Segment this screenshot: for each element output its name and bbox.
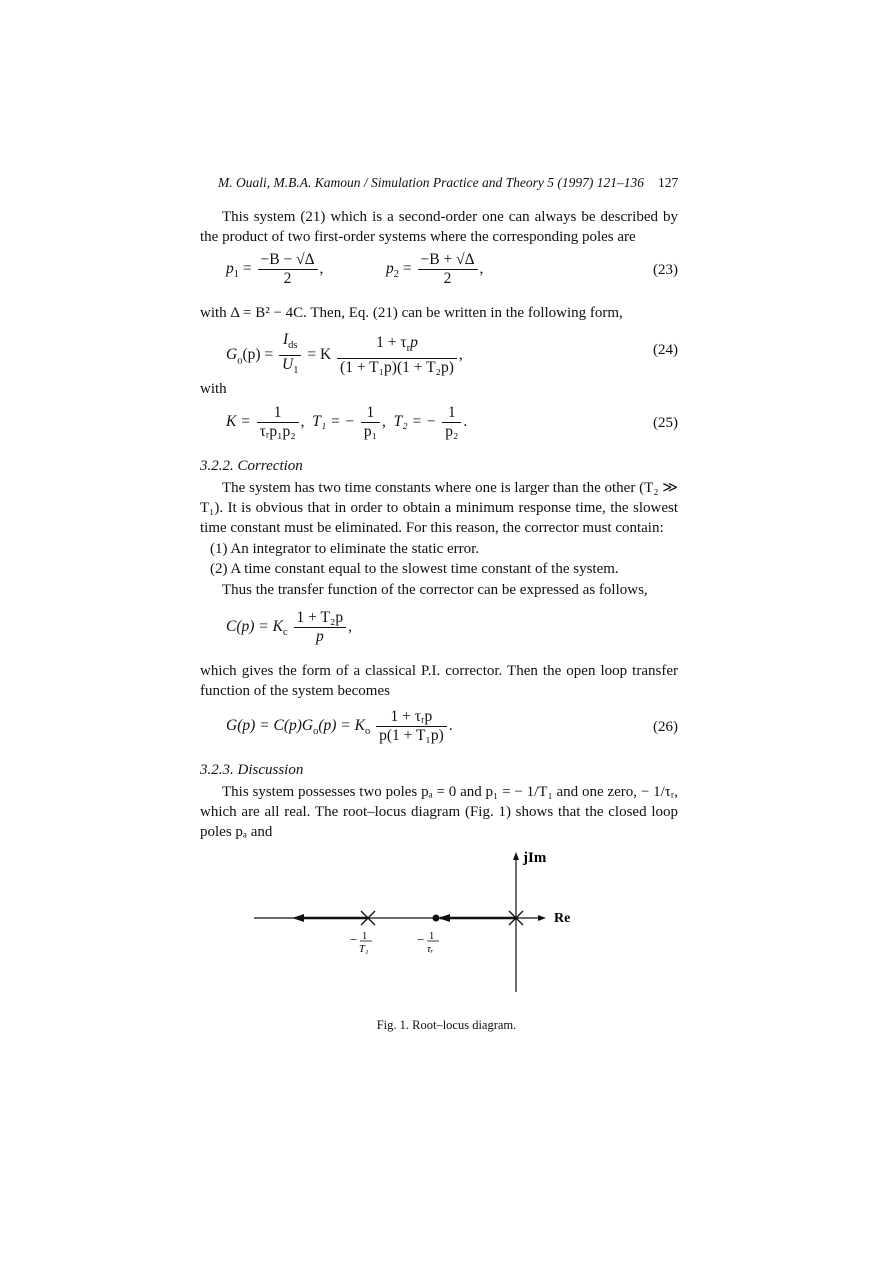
eq23-p1: $p_1$ = $\frac{-B - √\Delta}{2}$ , (226, 251, 324, 287)
with-label: with (200, 381, 227, 397)
paragraph-transfer (200, 580, 678, 600)
equation-25 (200, 398, 678, 448)
eq-corrector-body: $C(p) = K_c$ $\frac{\text{1 + T₂p}}{p}$ , (226, 609, 352, 645)
equation-corrector (200, 603, 678, 653)
section-heading-correction: 3.2.2. Correction (200, 458, 303, 474)
equation-24 (200, 325, 678, 375)
eq26-body: $G(p) = C(p)G_o(p) = K_o$ $\frac{\text{1 + τᵣp}}{\text{p(1 + T₁p)}}$ . (226, 708, 453, 744)
paragraph-discussion-text: This system possesses two poles pₐ = 0 and p₁ = − 1/T₁ and one zero, − 1/τᵣ, which are all real. The root–locus diagram (Fig. 1) shows that the closed loop poles pₐ and (200, 784, 678, 840)
locus-arrow-left (292, 914, 304, 922)
eq23-number: (23) (653, 262, 678, 278)
paragraph-intro (200, 207, 678, 247)
svg-text:−: − (417, 932, 425, 947)
section-heading-discussion: 3.2.3. Discussion (200, 762, 304, 778)
list-item: (1) An integrator to eliminate the static error. (210, 541, 480, 557)
zero-marker (433, 915, 440, 922)
real-axis-arrow (538, 915, 546, 921)
paragraph-discussion (200, 782, 678, 842)
eq24-number: (24) (653, 342, 678, 358)
svg-text:1: 1 (429, 931, 435, 942)
pole-label-t1 (350, 931, 372, 955)
svg-text:1: 1 (362, 931, 368, 942)
eq23-p2: $p_2$ = $\frac{-B + √\Delta}{2}$ , (386, 251, 484, 287)
paragraph-correction-text: The system has two time constants where one is larger than the other (T₂ ≫ T₁). It is obvious that in order to obtain a minimum response time, the slowest time constant must be eliminated. For this reason, the corrector must contain: (200, 480, 678, 536)
root-locus-figure (240, 840, 600, 1000)
svg-text:−: − (350, 932, 358, 947)
eq25-number: (25) (653, 415, 678, 431)
paragraph-transfer-text: Thus the transfer function of the corrector can be expressed as follows, (222, 582, 648, 598)
list-item: (2) A time constant equal to the slowest time constant of the system. (210, 561, 619, 577)
imaginary-axis-label: jIm (523, 850, 547, 866)
corrector-requirements-list (200, 539, 688, 579)
eq24-body: $G_o(p)$ = $\frac{I_{ds}}{U_1}$ = K $\frac{1 + \tau_rp}{\text{(1 + T₁p)(1 + T₂p)}}$ , (226, 331, 463, 377)
paragraph-delta: with Δ = B² − 4C. Then, Eq. (21) can be written in the following form, (200, 305, 623, 321)
eq26-number: (26) (653, 719, 678, 735)
paragraph-correction (200, 478, 678, 538)
equation-23 (200, 245, 678, 295)
locus-arrow-right (438, 914, 450, 922)
equation-26 (200, 702, 678, 752)
svg-text:τᵣ: τᵣ (427, 944, 434, 955)
page-number: 127 (658, 175, 679, 190)
paragraph-intro-text: This system (21) which is a second-order one can always be described by the product of two first-order systems where the corresponding poles are (200, 209, 678, 245)
journal-citation: M. Ouali, M.B.A. Kamoun / Simulation Practice and Theory 5 (1997) 121–136 (218, 175, 644, 190)
figure-caption: Fig. 1. Root–locus diagram. (376, 1018, 517, 1032)
eq25-body: K = $\frac{1}{\text{τᵣp₁p₂}}$ , T₁ = − $\frac{1}{\text{p₁}}$ , T₂ = − $\frac{1}{\text{p₂}}$ . (226, 404, 468, 440)
svg-text:T₁: T₁ (359, 944, 369, 955)
imaginary-axis-arrow (513, 852, 519, 860)
paragraph-open-loop: which gives the form of a classical P.I. corrector. Then the open loop transfer function of the system becomes (200, 663, 678, 699)
real-axis-label: Re (554, 911, 571, 926)
zero-label-taur (417, 931, 439, 955)
